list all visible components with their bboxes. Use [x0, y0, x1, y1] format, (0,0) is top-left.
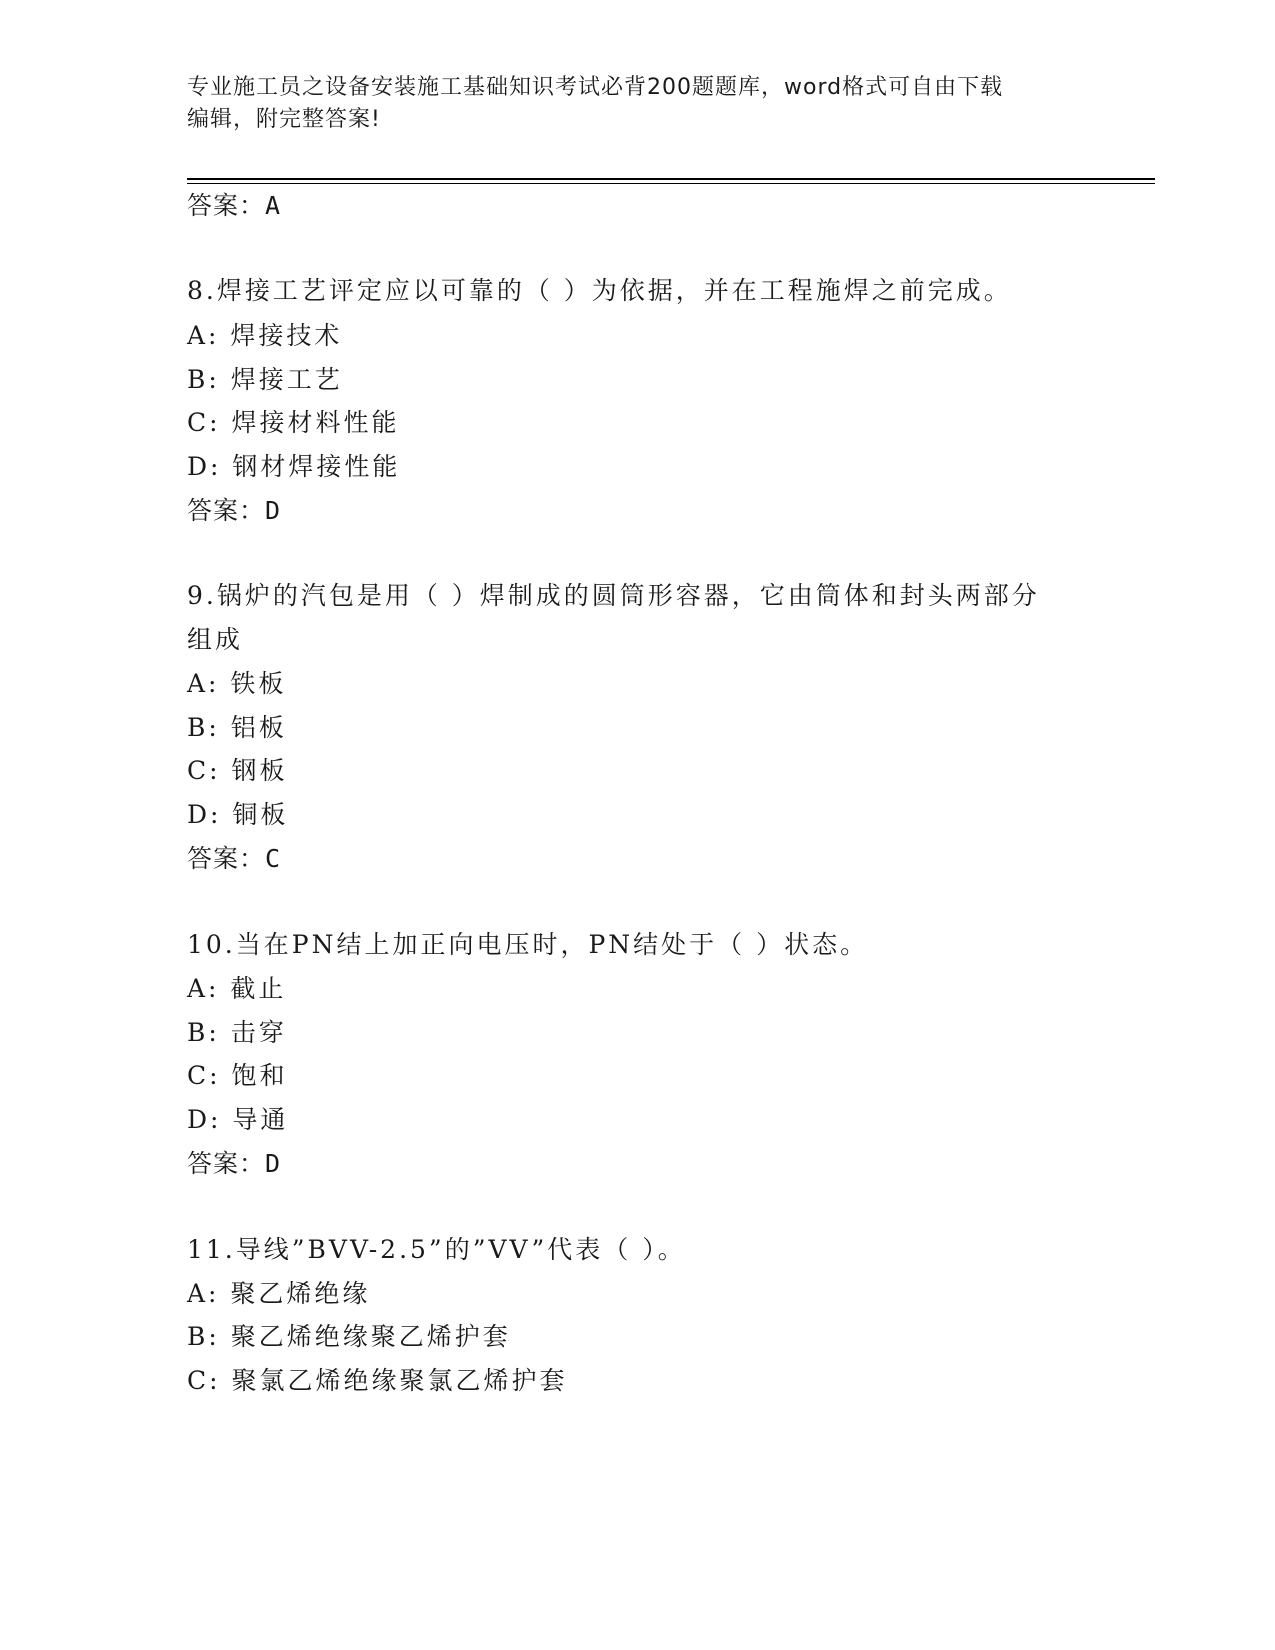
document-header — [187, 72, 1087, 136]
option-c: C: 钢板 — [187, 756, 288, 785]
header-rule-thick — [187, 178, 1155, 180]
answer-line — [187, 190, 281, 222]
option-c: C: 饱和 — [187, 1061, 288, 1090]
question-stem: 9.锅炉的汽包是用（ ）焊制成的圆筒形容器，它由筒体和封头两部分 — [187, 581, 1040, 610]
header-line-1: 专业施工员之设备安装施工基础知识考试必背200题题库，word格式可自由下载 — [187, 75, 1004, 100]
option-d: D: 导通 — [187, 1105, 289, 1134]
option-b: B: 聚乙烯绝缘聚乙烯护套 — [187, 1322, 511, 1351]
question-stem-continued: 组成 — [187, 625, 244, 654]
answer-line — [187, 1148, 281, 1180]
answer-value: C — [265, 844, 282, 873]
option-d: D: 铜板 — [187, 800, 289, 829]
option-b: B: 击穿 — [187, 1018, 287, 1047]
option-c: C: 聚氯乙烯绝缘聚氯乙烯护套 — [187, 1366, 568, 1395]
question-stem: 10.当在PN结上加正向电压时，PN结处于（ ）状态。 — [187, 930, 869, 959]
answer-line — [187, 495, 281, 527]
option-a: A: 铁板 — [187, 669, 287, 698]
option-d: D: 钢材焊接性能 — [187, 452, 401, 481]
answer-value: A — [265, 191, 282, 220]
answer-label: 答案： — [187, 844, 266, 873]
option-b: B: 焊接工艺 — [187, 365, 343, 394]
option-a: A: 焊接技术 — [187, 321, 343, 350]
header-rule-thin — [187, 183, 1155, 184]
question-stem: 8.焊接工艺评定应以可靠的（ ）为依据，并在工程施焊之前完成。 — [187, 276, 1012, 305]
option-a: A: 聚乙烯绝缘 — [187, 1279, 371, 1308]
question-stem: 11.导线”BVV-2.5”的”VV”代表（ ）。 — [187, 1235, 686, 1264]
answer-label: 答案： — [187, 496, 266, 525]
option-c: C: 焊接材料性能 — [187, 408, 400, 437]
answer-line — [187, 843, 281, 875]
header-line-2: 编辑，附完整答案! — [187, 107, 381, 132]
answer-value: D — [265, 496, 282, 525]
option-b: B: 铝板 — [187, 713, 287, 742]
option-a: A: 截止 — [187, 974, 287, 1003]
answer-label: 答案： — [187, 1149, 266, 1178]
answer-value: D — [265, 1149, 282, 1178]
answer-label: 答案： — [187, 191, 266, 220]
